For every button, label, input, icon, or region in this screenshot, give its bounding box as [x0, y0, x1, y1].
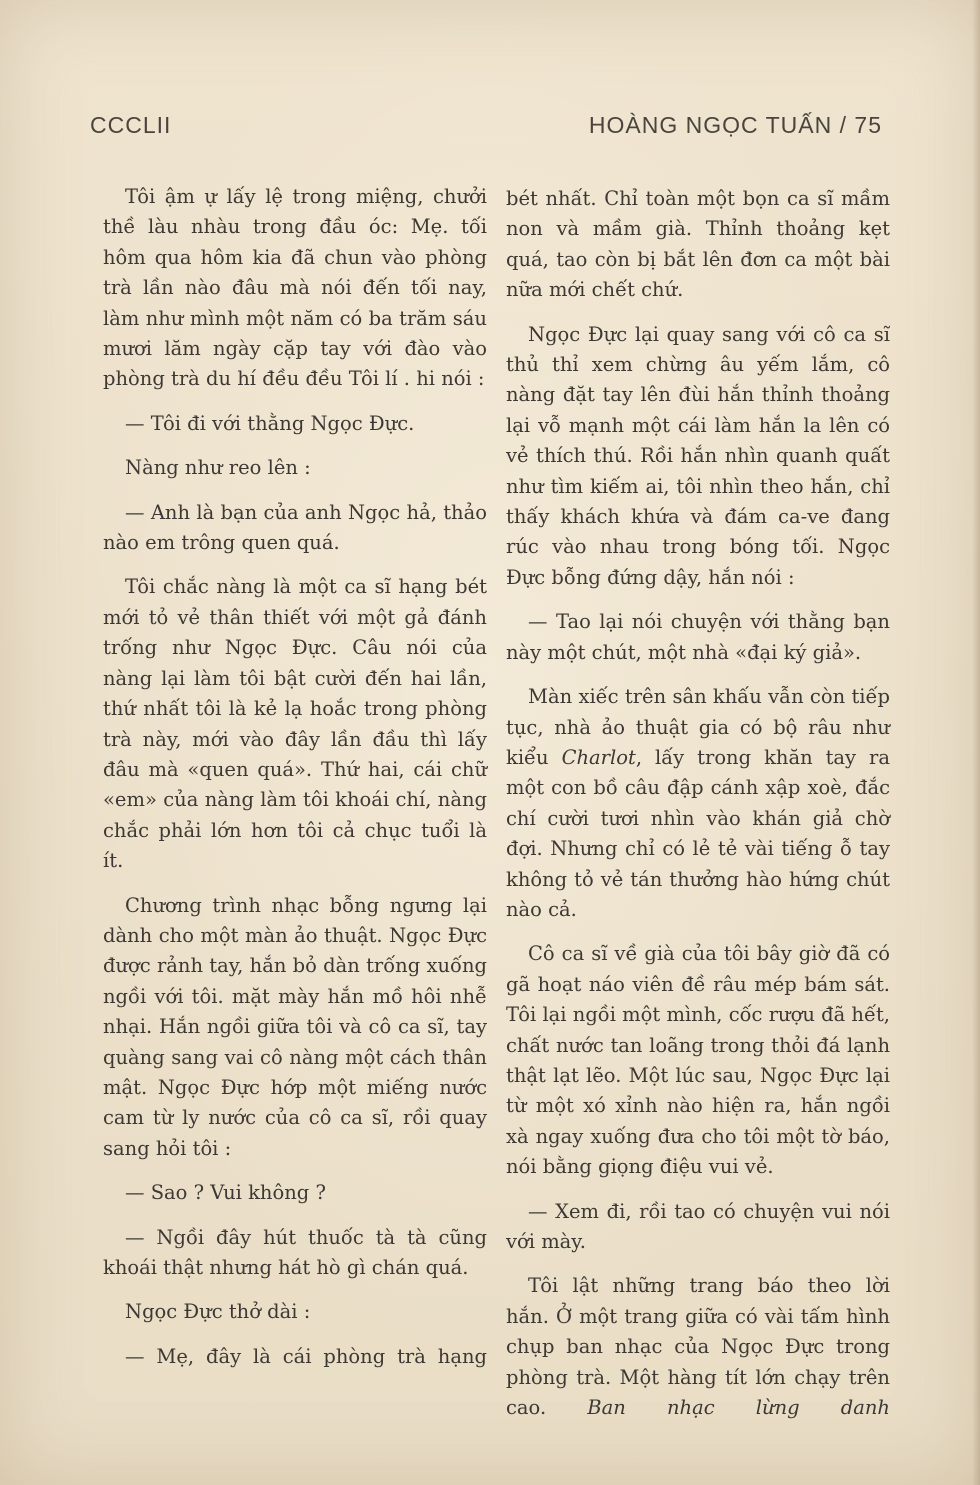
italic-text: Charlot — [561, 745, 636, 769]
italic-text: Ban nhạc lừng danh — [587, 1396, 890, 1420]
dialogue-line: — Xem đi, rồi tao có chuyện vui nói với mày. — [506, 1199, 890, 1253]
running-head-author-page: HOÀNG NGỌC TUẤN / 75 — [588, 112, 882, 138]
dialogue-line: — Sao ? Vui không ? — [125, 1181, 326, 1205]
paragraph: Chương trình nhạc bỗng ngưng lại dành cho một màn ảo thuật. Ngọc Đực được rảnh tay, hắn bỏ dàn trống xuống ngồi với tôi. mặt mày hắn mồ hôi nhễ nhại. Hắn ngồi giữa tôi và cô ca sĩ, tay quàng sang vai cô nàng một cách thân mật. Ngọc Đực hớp một miếng nước cam từ ly nước của cô ca sĩ, rồi quay sang hỏi tôi : — [103, 893, 487, 1160]
paragraph — [506, 682, 890, 925]
text-span: Tôi lật những trang báo theo lời hắn. Ở một trang giữa có vài tấm hình chụp ban nhạc của Ngọc Đực trong phòng trà. Một hàng tít lớn chạy trên cao. Ban nhạc lừng danh — [506, 1274, 890, 1420]
right-text-column — [506, 184, 890, 1423]
page-header — [90, 112, 882, 148]
paragraph: Nàng như reo lên : — [125, 456, 311, 480]
paragraph: Cô ca sĩ về già của tôi bây giờ đã có gã hoạt náo viên đề râu mép bám sát. Tôi lại ngồi một mình, cốc rượu đã hết, chất nước tan loãng trong thỏi đá lạnh thật lạt lẽo. Một lúc sau, Ngọc Đực lại từ một xó xỉnh nào hiện ra, hắn ngồi xà ngay xuống đưa cho tôi một tờ báo, nói bằng giọng điệu vui vẻ. — [506, 942, 890, 1179]
paragraph: Ngọc Đực lại quay sang với cô ca sĩ thủ thỉ xem chừng âu yếm lắm, cô nàng đặt tay lên đùi hắn thỉnh thoảng lại vỗ mạnh một cái làm hắn la lên có vẻ thích thú. Rồi hắn nhìn quanh quất như tìm kiếm ai, tôi nhìn theo hắn, chỉ thấy khách khứa và đám ca-ve đang rúc vào nhau trong bóng tối. Ngọc Đực bỗng đứng dậy, hắn nói : — [506, 322, 890, 589]
chapter-number: CCCLII — [90, 112, 172, 138]
page-edge-shadow — [972, 0, 980, 1485]
dialogue-line: — Tôi đi với thằng Ngọc Đực. — [125, 411, 415, 435]
left-text-column — [103, 182, 487, 1372]
dialogue-line: — Tao lại nói chuyện với thằng bạn này một chút, một nhà «đại ký giả». — [506, 610, 890, 664]
paragraph: Ngọc Đực thở dài : — [125, 1300, 311, 1324]
paragraph: Tôi ậm ự lấy lệ trong miệng, chưởi thề làu nhàu trong đầu óc: Mẹ. tối hôm qua hôm kia đã chun vào phòng trà lần nào đâu mà nói đến tối nay, làm như mình một năm có ba trăm sáu mươi lăm ngày cặp tay với đào vào phòng trà du hí đều đều Tôi lí . hi nói : — [103, 185, 487, 391]
dialogue-line: — Anh là bạn của anh Ngọc hả, thảo nào em trông quen quá. — [103, 500, 487, 555]
dialogue-line: — Ngồi đây hút thuốc tà tà cũng khoái thật nhưng hát hò gì chán quá. — [103, 1225, 487, 1279]
paragraph — [506, 1271, 890, 1423]
text-span: Màn xiếc trên sân khấu vẫn còn tiếp tục, nhà ảo thuật gia có bộ râu như kiểu Charlot, lấy trong khăn tay ra một con bồ câu đập cánh xập xoè, đắc chí cười tươi nhìn vào khán giả chờ đợi. Nhưng chỉ có lẻ tẻ vài tiếng ỗ tay không tỏ vẻ tán thưởng hào hứng chút nào cả. — [506, 685, 890, 921]
paragraph-continued: bét nhất. Chỉ toàn một bọn ca sĩ mầm non và mầm già. Thỉnh thoảng kẹt quá, tao còn bị bắt lên đơn ca một bài nữa mới chết chứ. — [506, 187, 890, 302]
dialogue-line: — Mẹ, đây là cái phòng trà hạng — [125, 1344, 487, 1368]
paragraph: Tôi chắc nàng là một ca sĩ hạng bét mới tỏ vẻ thân thiết với một gả đánh trống như Ngọc Đực. Câu nói của nàng lại làm tôi bật cười đến hai lần, thứ nhất tôi là kẻ lạ hoắc trong phòng trà này, mới vào đây lần đầu thì lấy đâu mà «quen quá». Thứ hai, cái chữ «em» của nàng làm tôi khoái chí, nàng chắc phải lớn hơn tôi cả chục tuổi là ít. — [103, 575, 487, 873]
